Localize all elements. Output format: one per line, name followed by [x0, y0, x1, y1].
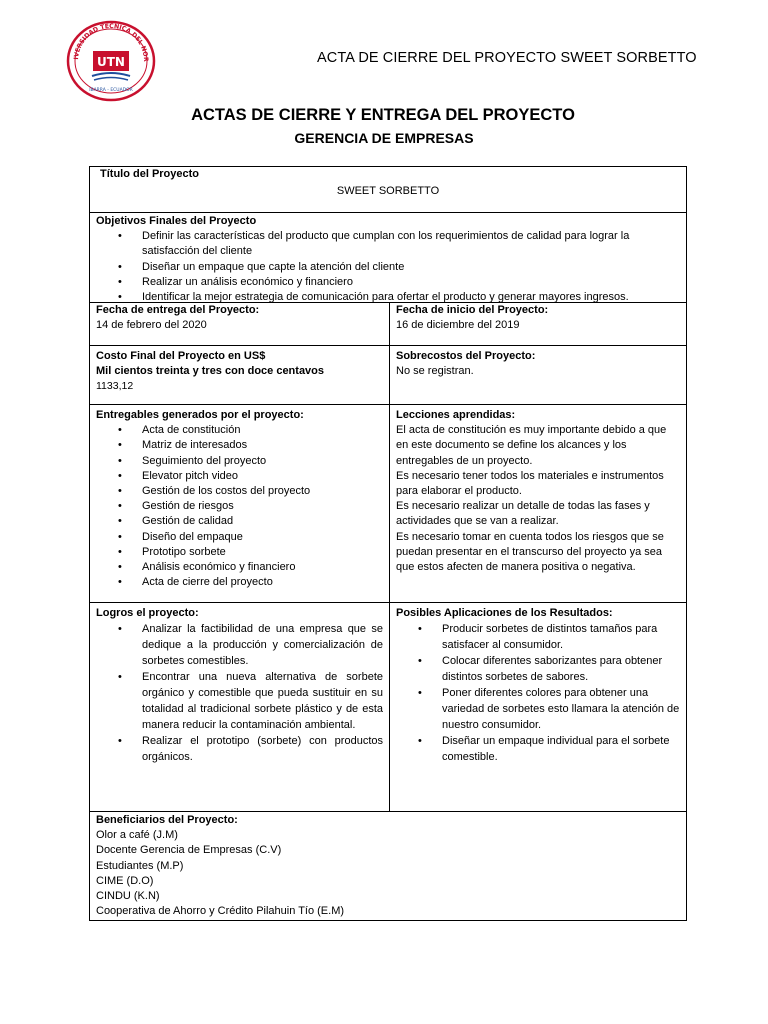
lessons-paragraph: El acta de constitución es muy importante debido a que en este documento se define los alcances y los entregables de un proyecto.	[396, 424, 667, 467]
list-item: CIME (D.O)	[96, 874, 154, 887]
list-item: • Colocar diferentes saborizantes para obtener distintos sorbetes de sabores.	[396, 653, 680, 685]
table-row-deliverables	[90, 405, 686, 603]
project-title-value: SWEET SORBETTO	[336, 185, 440, 198]
applications-label: Posibles Aplicaciones de los Resultados:	[396, 607, 613, 619]
document-subtitle: GERENCIA DE EMPRESAS	[294, 130, 474, 146]
list-item: • Realizar un análisis económico y financiero	[96, 275, 680, 290]
university-logo	[66, 20, 156, 102]
list-item: • Diseñar un empaque individual para el sorbete comestible.	[396, 733, 680, 765]
final-cost-label: Costo Final del Proyecto en US$	[96, 350, 266, 362]
list-item: • Gestión de calidad	[96, 514, 383, 529]
list-item: • Encontrar una nueva alternativa de sorbete orgánico y comestible que pueda sustituir en su totalidad al tradicional sorbete plástico y de esta manera reducir la contaminación ambiental.	[96, 669, 383, 733]
achievements-list	[96, 621, 383, 765]
list-item: CINDU (K.N)	[96, 890, 160, 903]
lessons-label: Lecciones aprendidas:	[396, 409, 516, 421]
list-item: • Acta de cierre del proyecto	[96, 575, 383, 590]
final-cost-value: 1133,12	[96, 380, 134, 393]
list-item: • Identificar la mejor estrategia de comunicación para ofertar el producto y generar mayores ingresos.	[96, 290, 680, 305]
lessons-paragraph: Es necesario tener todos los materiales e instrumentos para elaborar el producto.	[396, 469, 664, 498]
list-item: • Análisis económico y financiero	[96, 560, 383, 575]
lessons-paragraph: Es necesario realizar un detalle de todas las fases y actividades que se van a realizar.	[396, 500, 650, 528]
delivery-date-label: Fecha de entrega del Proyecto:	[96, 304, 260, 316]
list-item: • Acta de constitución	[96, 423, 383, 438]
objectives-list	[96, 229, 680, 305]
university-seal-icon	[66, 20, 156, 102]
list-item: Estudiantes (M.P)	[96, 859, 184, 872]
header-title: ACTA DE CIERRE DEL PROYECTO SWEET SORBETTO	[317, 50, 697, 66]
list-item: • Diseñar un empaque que capte la atención del cliente	[96, 260, 680, 275]
svg-text:UNIVERSIDAD TÉCNICA DEL NORTE: IVERSIDAD TÉCNICA DEL NOR	[73, 22, 150, 62]
list-item: • Gestión de los costos del proyecto	[96, 484, 383, 499]
project-closure-table	[89, 166, 687, 921]
svg-text:UTN: UTN	[97, 55, 125, 69]
list-item: • Elevator pitch video	[96, 469, 383, 484]
applications-list	[396, 621, 680, 765]
list-item: • Realizar el prototipo (sorbete) con productos orgánicos.	[96, 733, 383, 765]
list-item: • Prototipo sorbete	[96, 545, 383, 560]
overruns-label: Sobrecostos del Proyecto:	[396, 350, 536, 362]
overruns-value: No se registran.	[396, 365, 474, 378]
delivery-date-value: 14 de febrero del 2020	[96, 319, 207, 332]
lessons-paragraph: Es necesario tomar en cuenta todos los riesgos que se puedan presentar en el transcurso del proyecto ya sea que estos afecten de manera positiva o negativa.	[396, 530, 664, 574]
list-item: • Seguimiento del proyecto	[96, 454, 383, 469]
achievements-label: Logros el proyecto:	[96, 607, 199, 619]
beneficiaries-label: Beneficiarios del Proyecto:	[96, 814, 238, 826]
document-title: ACTAS DE CIERRE Y ENTREGA DEL PROYECTO	[191, 106, 575, 124]
final-cost-words: Mil cientos treinta y tres con doce centavos	[96, 365, 325, 378]
list-item: Docente Gerencia de Empresas (C.V)	[96, 844, 282, 857]
list-item: • Matriz de interesados	[96, 438, 383, 453]
start-date-label: Fecha de inicio del Proyecto:	[396, 304, 549, 316]
table-row-objectives	[90, 213, 686, 303]
table-row-dates	[90, 303, 686, 346]
svg-text:IBARRA - ECUADOR: IBARRA - ECUADOR	[89, 88, 133, 93]
deliverables-label: Entregables generados por el proyecto:	[96, 409, 304, 421]
project-title-label: Título del Proyecto	[100, 168, 200, 180]
list-item: • Producir sorbetes de distintos tamaños para satisfacer al consumidor.	[396, 621, 680, 653]
list-item: • Analizar la factibilidad de una empresa que se dedique a la producción y comercialización de sorbetes comestibles.	[96, 621, 383, 669]
list-item: Cooperativa de Ahorro y Crédito Pilahuin Tío (E.M)	[96, 905, 345, 918]
list-item: • Diseño del empaque	[96, 530, 383, 545]
list-item: • Poner diferentes colores para obtener una variedad de sorbetes esto llamara la atención de nuestro consumidor.	[396, 685, 680, 733]
start-date-value: 16 de diciembre del 2019	[396, 319, 520, 332]
list-item: • Definir las características del producto que cumplan con los requerimientos de calidad para lograr la satisfacción del cliente	[96, 229, 680, 259]
list-item: • Gestión de riesgos	[96, 499, 383, 514]
table-row-costs	[90, 346, 686, 405]
table-row-beneficiaries	[90, 812, 686, 920]
objectives-label: Objetivos Finales del Proyecto	[96, 215, 257, 227]
deliverables-list	[96, 423, 383, 590]
list-item: Olor a café (J.M)	[96, 829, 178, 842]
table-row-title	[90, 167, 686, 213]
table-row-achievements	[90, 603, 686, 812]
